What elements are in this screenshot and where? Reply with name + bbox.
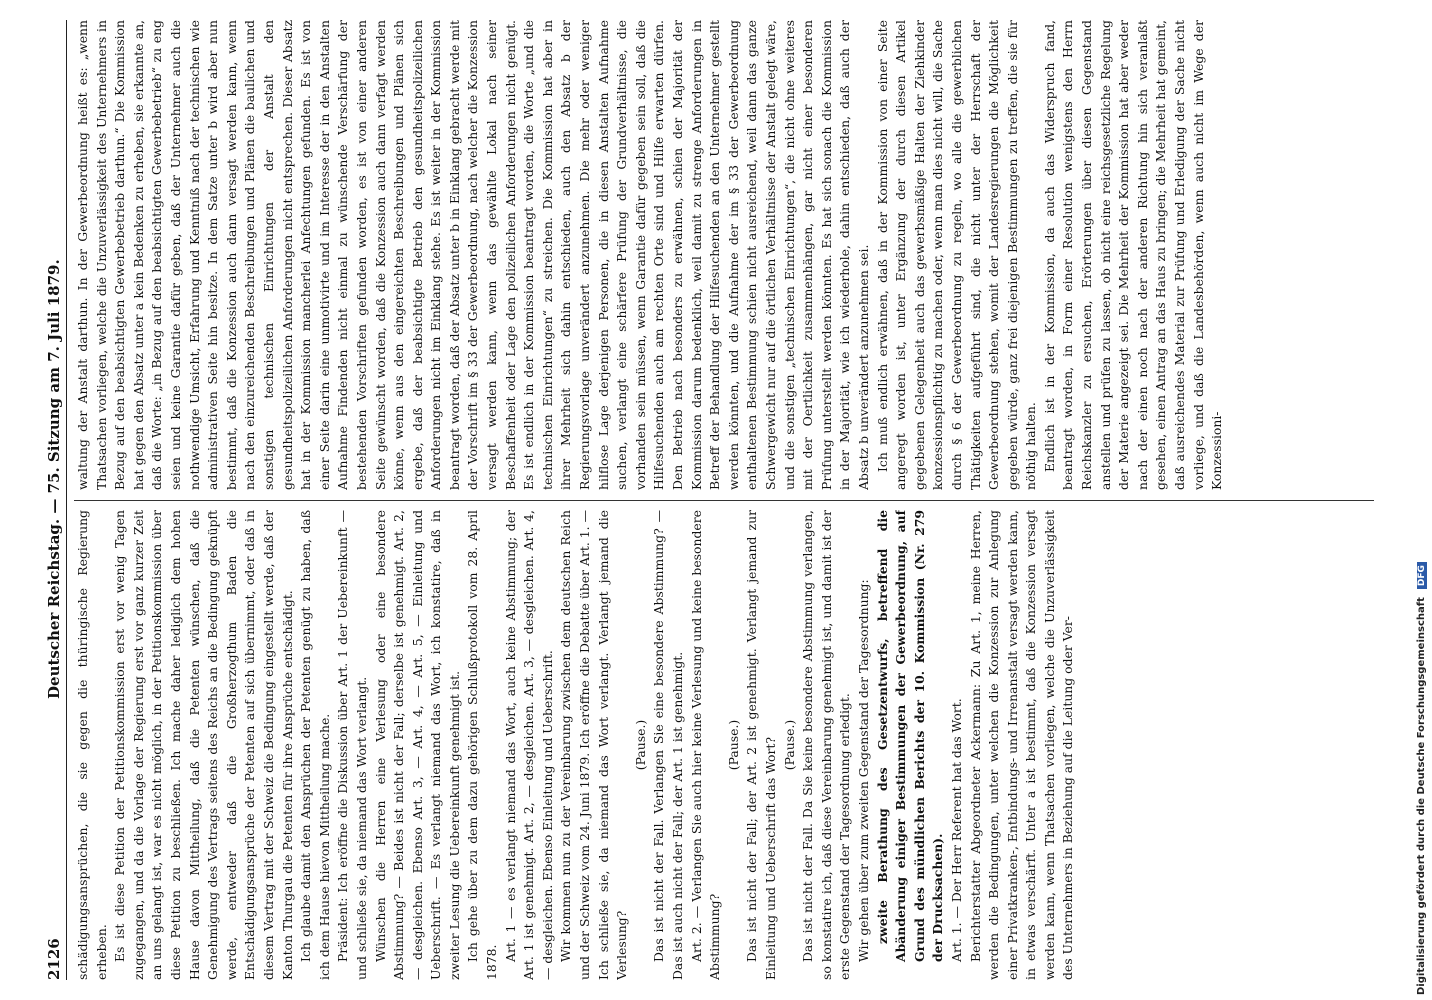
paragraph: Art. 2. — Verlangen Sie auch hier keine Verlesung und keine besondere Abstimmung? — [688, 510, 723, 980]
paragraph: Das ist nicht der Fall. Verlangen Sie eine besondere Abstimmung? — Das ist auch nicht der Fall; der Art. 1 ist genehmigt. — [651, 510, 685, 980]
paragraph: Berichterstatter Abgeordneter Ackermann: Zu Art. 1, meine Herren, werden die Bedingungen, unter welchen die Konzession zur Anlegung einer Privatkranken-, Entbindungs- und Irrenanstalt versagt werden kann, in etwas verschärft. Unter a ist bestimmt, daß die Konzession versagt werden kann, wenn Thatsachen vorliegen, welche die Unzuverlässigkeit des Unternehmers in Beziehung auf die Leitung oder Ver- — [967, 510, 1076, 980]
pause-note: (Pause.) — [632, 719, 648, 771]
digitization-credit — [1412, 0, 1432, 1000]
digitization-credit-text-wrap — [1416, 5, 1427, 995]
paragraph: Das ist nicht der Fall. Da Sie keine besondere Abstimmung verlangen, so konstatire ich, daß diese Vereinbarung genehmigt ist, und damit ist der erste Gegenstand der Tagesordnung erledigt. — [800, 510, 853, 980]
paragraph: Art. 1 — es verlangt niemand das Wort, auch keine Abstimmung; der Art. 1 ist genehmigt. Art. 2, — desgleichen. Art. 3, — desgleichen. Art. 4, — desgleichen. Ebenso Einleitung und Ueberschrift. — [502, 510, 555, 980]
paragraph: waltung der Anstalt darthun. In der Gewerbeordnung heißt es: „wenn Thatsachen vorliegen, welche die Unzuverlässigkeit des Unternehmers in Bezug auf den beabsichtigten Gewerbebetrieb darthun.“ Die Kommission hat gegen den Absatz unter a kein Bedenken zu erheben, sie erkannte an, daß die Worte: „in Bezug auf den beabsichtigten Gewerbebetrieb“ zu eng seien und keine Garantie dafür geben, daß der Unternehmer auch die nothwendige Umsicht, Erfahrung und Kenntniß nach der technischen wie administrativen Seite hin besitze. In dem Satze unter b wird aber nun bestimmt, daß die Konzession auch dann versagt werden kann, wenn nach den einzureichenden Beschreibungen und Plänen die baulichen und sonstigen technischen Einrichtungen der Anstalt den gesundheitspolizeilichen Anforderungen nicht entsprechen. Dieser Absatz hat in der Kommission mancherlei Anfechtungen gefunden. Es ist von einer Seite darin eine unmotivirte und im Interesse der in den Anstalten Aufnahme Findenden nicht einmal zu wünschende Verschärfung der bestehenden Vorschriften gefunden worden, es ist von einer anderen Seite gewünscht worden, daß die Konzession auch dann verfagt werden könne, wenn aus den eingereichten Beschreibungen und Plänen sich ergebe, daß der beabsichtigte Betrieb den gesundheitspolizeilichen Anforderungen nicht im Einklang stehe. Es ist weiter in der Kommission beantragt worden, daß der Absatz unter b in Einklang gebracht werde mit der Vorschrift im § 33 der Gewerbeordnung, nach welcher die Konzession versagt werden kann, wenn das gewählte Lokal nach seiner Beschaffenheit oder Lage den polizeilichen Anforderungen nicht genügt. Es ist endlich in der Kommission beantragt worden, die Worte „und die technischen Einrichtungen“ zu streichen. Die Kommission hat aber in ihrer Mehrheit sich dahin entschieden, auch den Absatz b der Regierungsvorlage unverändert anzunehmen. Die mehr oder weniger hilflose Lage derjenigen Personen, die in diesen Anstalten Aufnahme suchen, verlangt eine schärfere Prüfung der Grundverhältnisse, die vorhanden sein müssen, wenn Garantie dafür gegeben sein soll, daß die Hilfesuchenden auch am rechten Orte sind und Hilfe erwarten dürfen. Den Betrieb nach besonders zu erwähnen, schien der Majorität der Kommission darum bedenklich, weil damit zu strenge Anforderungen in Betreff der Behandlung der Hilfesuchenden an den Unternehmer gestellt werden könnten, und die Aufnahme der im § 33 der Gewerbeordnung enthaltenen Bestimmung schien nicht ausreichend, weil dann das ganze Schwergewicht nur auf die örtlichen Verhältnisse der Anstalt gelegt wäre, und die sonstigen „technischen Einrichtungen“, die nicht ohne weiteres mit der Oertlichkeit zusammenhängen, gar nicht einer besonderen Prüfung unterstellt werden könnten. Es hat sich sonach die Kommission in der Majorität, wie ich wiederhole, dahin entschieden, daß auch der Absatz b unverändert anzunehmen sei. — [75, 20, 871, 490]
paragraph: Art. 1. — Der Herr Referent hat das Wort. — [948, 698, 964, 962]
paragraph: Ich muß endlich erwähnen, daß in der Kommission von einer Seite angeregt worden ist, unter Ergänzung der durch diesen Artikel gegebenen Gelegenheit auch das gewerbsmäßige Halten der Ziehkinder konzessionspflichtig zu machen oder, wenn man dies nicht will, die Sache durch § 6 der Gewerbeordnung zu regeln, wo alle die gewerblichen Thätigkeiten aufgeführt sind, die nicht unter der Herrschaft der Gewerbeordnung stehen, womit der Landesregierungen die Möglichkeit gegeben würde, ganz frei diejenigen Bestimmungen zu treffen, die sie für nöthig halten. — [874, 20, 1039, 490]
paragraph: schädigungsansprüchen, die sie gegen die thüringische Regierung erheben. — [75, 510, 109, 980]
right-column — [74, 20, 1374, 490]
paragraph: Ich glaube damit den Ansprüchen der Petenten genügt zu haben, daß ich dem Hause hievon Mittheilung mache. — [298, 510, 332, 980]
page-header — [38, 20, 67, 980]
paragraph: Wünschen die Herren eine Verlesung oder eine besondere Abstimmung? — Beides ist nicht der Fall; derselbe ist genehmigt. Art. 2, — desgleichen. Ebenso Art. 3, — Art. 4, — Art. 5, — Einleitung und Ueberschrift. — Es verlangt niemand das Wort, ich konstatire, daß in zweiter Lesung die Uebereinkunft genehmigt ist. — [372, 510, 462, 980]
left-column — [74, 510, 1374, 980]
paragraph: Wir kommen nun zu der Vereinbarung zwischen dem deutschen Reich und der Schweiz vom 24. Juni 1879. Ich eröffne die Debatte über Art. 1. — Ich schließe sie, da niemand das Wort verlangt. Verlangt jemand die Verlesung? — [558, 510, 630, 980]
pause-note: (Pause.) — [725, 719, 741, 771]
paragraph: Das ist nicht der Fall; der Art. 2 ist genehmigt. Verlangt jemand zur Einleitung und Ueberschrift das Wort? — [744, 510, 778, 980]
dfg-logo: DFG — [1417, 562, 1427, 589]
paragraph: Es ist diese Petition der Petitionskommission erst vor wenig Tagen zugegangen, und da die Vorlage der Regierung erst vor ganz kurzer Zeit an uns gelangt ist, war es nicht möglich, in der Petitionskommission über diese Petition zu beschließen. Ich mache daher lediglich dem hohen Hause davon Mittheilung, daß die Petenten wünschen, daß die Genehmigung des Vertrags seitens des Reichs an die Bedingung geknüpft werde, entweder daß die Großherzogthum Baden die Entschädigungsansprüche der Petenten auf sich übernimmt, oder daß in diesem Vertrag mit der Schweiz die Bedingung eingestellt werde, daß der Kanton Thurgau die Petenten für ihre Ansprüche entschädigt. — [112, 510, 295, 980]
agenda-item: zweite Berathung des Gesetzentwurfs, betreffend die Abänderung einiger Bestimmungen der Gewerbeordnung, auf Grund des mündlichen Berichts der 10. Kommission (Nr. 279 der Drucksachen). — [874, 510, 946, 962]
paragraph: Präsident: Ich eröffne die Diskussion über Art. 1 der Uebereinkunft — und schließe sie, da niemand das Wort verlangt. — [335, 510, 369, 980]
credit-text: Digitalisierung gefördert durch die Deutsche Forschungsgemeinschaft — [1416, 597, 1427, 995]
paragraph: Endlich ist in der Kommission, da auch das Widerspruch fand, beantragt worden, in Form einer Resolution wenigstens den Herrn Reichskanzler zu ersuchen, Erörterungen über diesen Gegenstand anstellen und prüfen zu lassen, ob nicht eine reichsgesetzliche Regelung der Materie angezeigt sei. Die Mehrheit der Kommission hat aber weder nach der einen noch nach der anderen Richtung hin sich veranlaßt gesehen, einen Antrag an das Haus zu bringen; die Mehrheit hat gemeint, daß ausreichendes Material zur Prüfung und Erledigung der Sache nicht vorliege, und daß die Landesbehörden, wenn auch nicht im Wege der Konzessioni- — [1041, 20, 1225, 490]
rotated-page-content — [20, 0, 1412, 1000]
running-title: Deutscher Reichstag. — 75. Sitzung am 7. Juli 1879. — [45, 259, 63, 699]
page-number: 2126 — [45, 938, 63, 980]
paragraph: Wir gehen über zum zweiten Gegenstand der Tagesordnung: — [855, 579, 871, 962]
pause-note: (Pause.) — [781, 719, 797, 771]
paragraph: Ich gehe über zu dem dazu gehörigen Schlußprotokoll vom 28. April 1878. — [465, 510, 500, 980]
column-divider — [74, 500, 1374, 501]
